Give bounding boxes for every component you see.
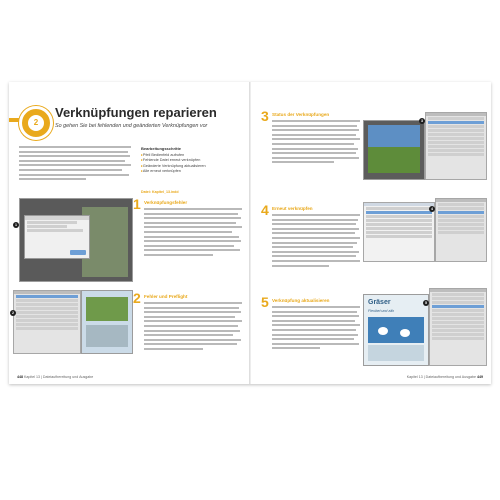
- image-subcaption: Flexibel und zäh: [368, 309, 395, 313]
- page-number: 448: [17, 375, 23, 379]
- page-title: Verknüpfungen reparieren: [55, 105, 217, 120]
- step-title: Verknüpfungsfehler: [144, 200, 188, 205]
- links-panel-update: [429, 288, 487, 366]
- step-title: Verknüpfung aktualisieren: [272, 298, 330, 303]
- missing-links-dialog: [24, 215, 90, 259]
- screenshot-missing-links: [19, 198, 133, 282]
- relink-dialog: [363, 202, 435, 262]
- screenshot-links-status: [363, 120, 425, 180]
- intro-text: [19, 146, 131, 183]
- step-text: [272, 120, 360, 166]
- callout-marker: 3: [421, 119, 423, 123]
- chapter-number: 2: [28, 115, 44, 131]
- page-number: 449: [477, 375, 483, 379]
- right-page: [251, 82, 491, 384]
- page-subtitle: So gehen Sie bei fehlenden und geänderten Verknüpfungen vor: [55, 123, 208, 129]
- chapter-badge: [19, 106, 53, 140]
- photo-field: [368, 147, 420, 173]
- step-number: 4: [261, 202, 269, 218]
- callout-marker: 1: [15, 223, 17, 227]
- links-panel-relink: [435, 198, 487, 262]
- checklist-item: ▸ Fehlende Datei erneut verknüpfen: [141, 158, 241, 163]
- screenshot-layout-preview: [81, 290, 133, 354]
- callout-marker: 5: [425, 301, 427, 305]
- step-text: [144, 208, 242, 259]
- step-number: 5: [261, 294, 269, 310]
- file-reference: Datei: Kapitel_13.indd: [141, 190, 179, 194]
- step-title: Erneut verknüpfen: [272, 206, 313, 211]
- step-title: Fehler und Preflight: [144, 294, 188, 299]
- checklist: [141, 153, 241, 175]
- checklist-item: ▸ Pfeil Bedienfeld aufrufen: [141, 153, 241, 158]
- checklist-item: ▸ Alle erneut verknüpfen: [141, 169, 241, 174]
- footer-text: Kapitel 13 | Dateiaufbereitung und Ausgabe: [24, 375, 94, 379]
- step-number: 3: [261, 108, 269, 124]
- dialog-ok-button[interactable]: [70, 250, 86, 255]
- photo-landscape: [86, 325, 128, 347]
- callout-marker: 2: [12, 311, 14, 315]
- links-panel: [425, 112, 487, 180]
- step-text: [144, 302, 242, 353]
- step-title: Status der Verknüpfungen: [272, 112, 330, 117]
- book-spread: [9, 82, 491, 384]
- page-footer: [17, 375, 93, 379]
- screenshot-preflight-panel: [13, 290, 81, 354]
- swan-shape: [400, 329, 410, 337]
- image-caption: Gräser: [368, 299, 391, 306]
- step-text: [272, 214, 360, 269]
- step-text: [272, 306, 360, 352]
- checklist-title: Bearbeitungsschritte: [141, 146, 182, 151]
- footer-text: Kapitel 13 | Dateiaufbereitung und Ausgabe: [406, 375, 476, 379]
- photo-grass: [86, 297, 128, 321]
- page-footer: [407, 375, 483, 379]
- step-number: 2: [133, 290, 141, 306]
- callout-marker: 4: [431, 207, 433, 211]
- swan-shape: [378, 327, 388, 335]
- photo-sky: [368, 125, 420, 147]
- left-page: [9, 82, 249, 384]
- photo-landscape-small: [368, 345, 424, 361]
- checklist-item: ▸ Geänderte Verknüpfung aktualisieren: [141, 164, 241, 169]
- photo-swans-water: [368, 317, 424, 343]
- step-number: 1: [133, 196, 141, 212]
- screenshot-updated-layout: [363, 294, 429, 366]
